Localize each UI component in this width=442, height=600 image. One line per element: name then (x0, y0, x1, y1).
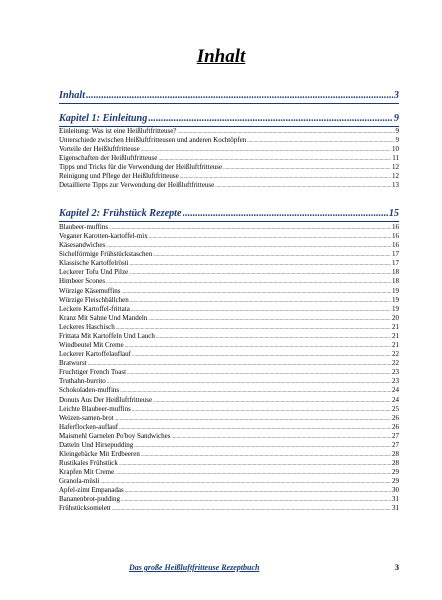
dot-leader (106, 242, 391, 250)
dot-leader (156, 333, 391, 341)
page-title: Inhalt (196, 46, 246, 67)
dot-leader (141, 451, 391, 459)
toc-entry[interactable] (59, 450, 399, 459)
toc-entry[interactable] (59, 504, 399, 513)
dot-leader (132, 406, 391, 414)
toc-entry[interactable] (59, 287, 399, 296)
dot-leader (247, 137, 394, 145)
dot-leader (130, 297, 391, 305)
toc-entry-label: Einleitung: Was ist eine Heißluftfritteuse? (59, 127, 177, 135)
toc-entry-label: Bananenbrot-pudding (59, 495, 121, 504)
toc-entry[interactable] (59, 268, 399, 277)
toc-entry[interactable] (59, 127, 399, 136)
toc-entry[interactable] (59, 296, 399, 305)
toc-entry-label: Sichelförmige Frühstückstaschen (59, 250, 153, 259)
toc-entry-page: 17 (392, 259, 399, 268)
toc-entry-label: Datteln Und Hirsepudding (59, 440, 134, 449)
toc-entry[interactable] (59, 423, 399, 432)
toc-entry-page: 9 (395, 127, 399, 135)
dot-leader (120, 387, 391, 395)
toc-entry-page: 19 (392, 304, 399, 313)
toc-entry-label: Tipps und Tricks für die Verwendung der Heißluftfritteuse (59, 163, 223, 172)
dot-leader (106, 278, 391, 286)
toc-entry[interactable] (59, 468, 399, 477)
toc-entry[interactable] (59, 386, 399, 395)
dot-leader (131, 306, 391, 314)
toc-entry-page: 13 (392, 181, 399, 190)
toc-entry-page: 3 (393, 90, 399, 101)
toc-entry-label: Leckerer Tofu Und Pilze (59, 268, 129, 277)
dot-leader (125, 487, 391, 495)
dot-leader (148, 111, 393, 126)
toc-entry[interactable] (59, 459, 399, 468)
dot-leader (149, 233, 391, 241)
toc-entry[interactable] (59, 223, 399, 232)
toc-entry-label: Klassische Kartoffelrösti (59, 259, 129, 268)
toc-entry[interactable] (59, 377, 399, 386)
dot-leader (215, 182, 391, 190)
toc-entry-page: 24 (392, 386, 399, 395)
toc-entry-label: Frittata Mit Kartoffeln Und Lauch (59, 331, 155, 340)
toc-heading[interactable] (59, 111, 399, 127)
dot-leader (132, 351, 391, 359)
toc-entry[interactable] (59, 163, 399, 172)
dot-leader (121, 496, 391, 504)
toc-entry[interactable] (59, 341, 399, 350)
toc-entry[interactable] (59, 154, 399, 163)
toc-entry[interactable] (59, 405, 399, 414)
toc-entry[interactable] (59, 477, 399, 486)
toc-entry-page: 18 (392, 268, 399, 277)
toc-entry-label: Leckeres Haschisch (59, 322, 115, 331)
toc-entry-label: Truthahn-burrito (59, 377, 106, 386)
dot-leader (115, 469, 391, 477)
toc-entry-label: Würzige Fleischbällchen (59, 295, 129, 304)
toc-entry-page: 22 (392, 350, 399, 359)
toc-entry[interactable] (59, 368, 399, 377)
toc-entry-label: Krapfen Mit Creme (59, 468, 115, 477)
toc-entry-label: Frühstücksomelett (59, 504, 111, 513)
toc-entry-page: 16 (392, 223, 399, 231)
dot-leader (119, 460, 391, 468)
toc-entry-page: 12 (392, 163, 399, 172)
toc-entry[interactable] (59, 181, 399, 190)
dot-leader (88, 360, 391, 368)
toc-entry-page: 10 (392, 145, 399, 154)
toc-entry[interactable] (59, 332, 399, 341)
toc-entry-label: Fruchtiger French Toast (59, 368, 127, 377)
toc-entry[interactable] (59, 432, 399, 441)
toc-entry-page: 21 (392, 331, 399, 340)
toc-entry-label: Käsesandwiches (59, 241, 106, 250)
toc-entry[interactable] (59, 314, 399, 323)
toc-entry-label: Himbeer Scones (59, 277, 106, 286)
toc-entry-page: 9 (393, 113, 399, 124)
toc-entry-label: Würzige Käsemuffins (59, 286, 121, 295)
dot-leader (180, 173, 391, 181)
toc-entry-label: Inhalt (59, 90, 86, 101)
toc-entry-page: 21 (392, 322, 399, 331)
toc-entry[interactable] (59, 136, 399, 145)
toc-entry-label: Weizen-samen-brot (59, 413, 114, 422)
toc-entry-label: Kapitel 1: Einleitung (59, 113, 148, 124)
toc-entry-label: Kleingebäcke Mit Erdbeeren (59, 450, 140, 458)
toc-entry-page: 30 (392, 486, 399, 495)
toc-entry-label: Windbeutel Mit Creme (59, 341, 124, 350)
dot-leader (148, 315, 391, 323)
toc-entry[interactable] (59, 145, 399, 154)
toc-heading[interactable] (59, 88, 399, 104)
dot-leader (116, 324, 391, 332)
toc-entry-page: 9 (395, 136, 399, 145)
footer-page-number: 3 (395, 563, 399, 572)
toc-entry-page: 16 (392, 241, 399, 250)
toc-entry[interactable] (59, 414, 399, 423)
toc-entry-page: 31 (392, 495, 399, 504)
toc-entry-label: Vorteile der Heißluftfritteuse (59, 145, 140, 154)
toc-entry[interactable] (59, 250, 399, 259)
toc-entry[interactable] (59, 277, 399, 286)
toc-entry-label: Schokoladen-muffins (59, 386, 120, 395)
dot-leader (223, 164, 391, 172)
toc-entry[interactable] (59, 241, 399, 250)
toc-entry-page: 21 (392, 341, 399, 350)
toc-entry-label: Veganer Karotten-kartoffel-mix (59, 232, 148, 241)
dot-leader (129, 269, 391, 277)
dot-leader (141, 146, 391, 154)
toc-entry[interactable] (59, 486, 399, 495)
toc-entry-label: Donuts Aus Der Heißluftfritteuse (59, 395, 153, 404)
dot-leader (127, 369, 391, 377)
dot-leader (109, 224, 391, 232)
toc-entry-page: 24 (392, 395, 399, 404)
toc-entry-page: 28 (392, 459, 399, 468)
dot-leader (158, 155, 391, 163)
toc-entry-page: 27 (392, 440, 399, 449)
footer-book-title: Das große Heißluftfritteuse Rezeptbuch (129, 563, 260, 572)
toc-entry-label: Maismehl Garnelen Po'boy Sandwiches (59, 431, 171, 440)
toc-entry[interactable] (59, 172, 399, 181)
toc-entry-page: 18 (392, 277, 399, 286)
toc-entry[interactable] (59, 232, 399, 241)
toc-entry-page: 22 (392, 359, 399, 368)
toc-entry-page: 12 (392, 172, 399, 181)
toc-entry-label: Rustikales Frühstück (59, 459, 118, 468)
dot-leader (100, 478, 391, 486)
toc-entry-page: 31 (392, 504, 399, 513)
toc-entry-page: 15 (388, 208, 399, 219)
dot-leader (115, 415, 391, 423)
toc-entry-label: Leichte Blaubeer-muffins (59, 404, 131, 413)
toc-entry-page: 26 (392, 422, 399, 431)
toc-entry[interactable] (59, 359, 399, 368)
toc-entry[interactable] (59, 441, 399, 450)
dot-leader (134, 442, 391, 450)
dot-leader (130, 260, 391, 268)
toc-entry[interactable] (59, 305, 399, 314)
toc-entry-page: 19 (392, 295, 399, 304)
toc-entry-label: Blaubeer-muffins (59, 223, 109, 231)
toc-entry-label: Leckerer Kartoffelauflauf (59, 350, 131, 359)
dot-leader (86, 88, 393, 103)
toc-entry-page: 17 (392, 250, 399, 259)
toc-entry-page: 11 (392, 154, 399, 163)
toc-entry-page: 23 (392, 368, 399, 377)
toc-entry-page: 23 (392, 377, 399, 386)
toc-entry[interactable] (59, 495, 399, 504)
dot-leader (172, 433, 392, 441)
toc-entry[interactable] (59, 259, 399, 268)
dot-leader (153, 251, 391, 259)
toc-entry-page: 29 (392, 468, 399, 477)
toc-entry-label: Granola-müsli (59, 477, 100, 486)
toc-entry-label: Bratwurst (59, 359, 87, 368)
toc-entry-label: Leckere Kartoffel-frittata (59, 304, 130, 313)
toc-entry-label: Kapitel 2: Frühstück Rezepte (59, 208, 182, 219)
toc-entry-page: 26 (392, 413, 399, 422)
toc-entry-page: 29 (392, 477, 399, 486)
toc-entry-label: Haferflocken-auflauf (59, 422, 119, 431)
dot-leader (125, 342, 391, 350)
dot-leader (119, 424, 391, 432)
toc-entry-label: Kranz Mit Sahne Und Mandeln (59, 313, 148, 322)
dot-leader (122, 288, 392, 296)
toc-entry-page: 27 (392, 431, 399, 440)
toc-entry[interactable] (59, 350, 399, 359)
toc-entry-label: Unterschiede zwischen Heißluftfritteusen und anderen Kochtöpfen (59, 136, 247, 145)
dot-leader (178, 128, 395, 136)
toc-heading[interactable] (59, 206, 399, 222)
toc-entry[interactable] (59, 396, 399, 405)
toc-entry-label: Reinigung und Pflege der Heißluftfritteuse (59, 172, 179, 181)
toc-entry-label: Apfel-zimt Empanadas (59, 486, 124, 495)
dot-leader (183, 206, 388, 221)
toc-entry-page: 28 (392, 450, 399, 458)
dot-leader (107, 378, 391, 386)
dot-leader (153, 397, 391, 405)
toc-entry-page: 19 (392, 286, 399, 295)
dot-leader (112, 505, 391, 513)
toc-entry-label: Detaillierte Tipps zur Verwendung der Heißluftfritteuse (59, 181, 215, 190)
toc-entry-page: 16 (392, 232, 399, 241)
toc-entry[interactable] (59, 323, 399, 332)
toc-entry-page: 20 (392, 313, 399, 322)
toc-entry-label: Eigenschaften der Heißluftfritteuse (59, 154, 158, 163)
toc-entry-page: 25 (392, 404, 399, 413)
